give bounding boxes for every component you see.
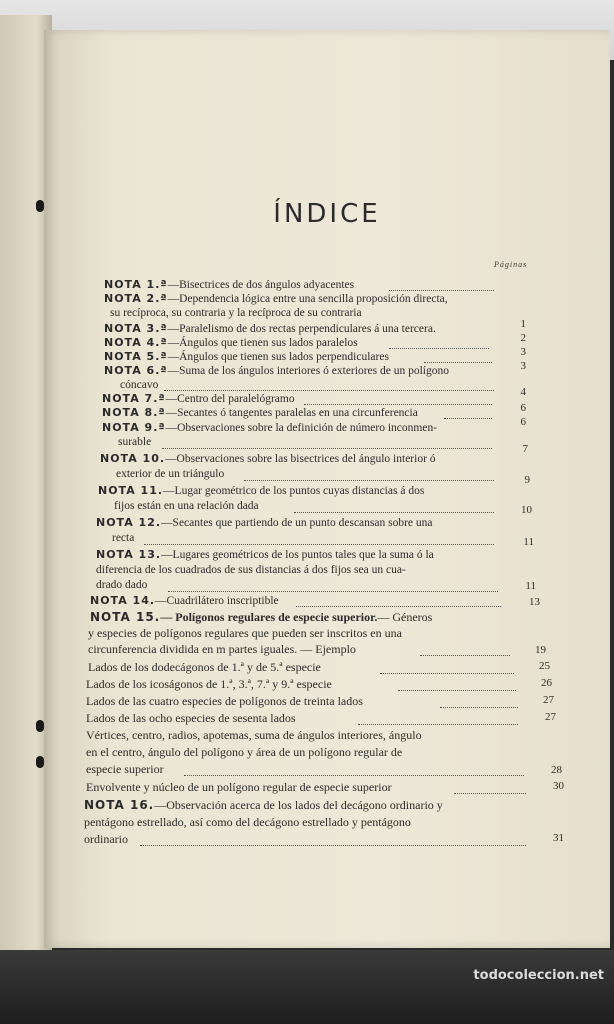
toc-entry: Lados de los icoságonos de 1.ª, 3.ª, 7.ª y 9.ª especie: [86, 677, 332, 691]
toc-page: 6: [520, 416, 526, 428]
toc-entry-cont: drado dado: [96, 579, 148, 591]
toc-page: 30: [553, 780, 564, 792]
toc-entry-cont: recta: [112, 532, 135, 544]
toc-entry: NOTA 7.ª—Centro del paralelógramo: [102, 392, 295, 405]
toc-page: 4: [520, 386, 526, 398]
toc-page: 6: [520, 402, 526, 414]
toc-page: 25: [539, 660, 550, 672]
toc-entry: NOTA 2.ª—Dependencia lógica entre una sencilla proposición directa,: [104, 292, 448, 305]
page-title: ÍNDICE: [273, 199, 381, 230]
toc-entry: NOTA 15.— Polígonos regulares de especie superior.— Géneros: [90, 610, 433, 624]
table-surface: [0, 950, 614, 1024]
toc-page: 31: [553, 832, 564, 844]
toc-entry-cont: especie superior: [86, 762, 164, 776]
toc-entry: NOTA 5.ª—Ángulos que tienen sus lados perpendiculares: [104, 350, 389, 363]
toc-entry: NOTA 10.—Observaciones sobre las bisectrices del ángulo interior ó: [100, 452, 436, 465]
toc-entry-cont: circunferencia dividida en m partes iguales. — Ejemplo: [88, 642, 356, 656]
toc-page: 3: [520, 360, 526, 372]
toc-entry: NOTA 14.—Cuadrilátero inscriptible: [90, 594, 279, 607]
toc-entry: Envolvente y núcleo de un polígono regular de especie superior: [86, 780, 392, 794]
binding-stitch: [36, 200, 44, 212]
toc-entry: NOTA 12.—Secantes que partiendo de un punto descansan sobre una: [96, 516, 433, 529]
toc-page: 9: [524, 474, 530, 486]
toc-page: 19: [535, 644, 546, 656]
toc-entry-cont: pentágono estrellado, así como del decágono estrellado y pentágono: [84, 815, 411, 829]
toc-entry: NOTA 11.—Lugar geométrico de los puntos cuyas distancias á dos: [98, 484, 425, 497]
toc-entry: Lados de los dodecágonos de 1.ª y de 5.ª especie: [88, 660, 321, 674]
toc-entry-cont: cóncavo: [120, 379, 159, 391]
toc-entry: Lados de las cuatro especies de polígonos de treinta lados: [86, 694, 363, 708]
table-of-contents: [44, 30, 610, 948]
toc-page: 3: [520, 346, 526, 358]
toc-entry: NOTA 13.—Lugares geométricos de los puntos tales que la suma ó la: [96, 548, 434, 561]
toc-entry-cont: fijos están en una relación dada: [114, 500, 259, 512]
toc-page: 28: [551, 764, 562, 776]
toc-page: 1: [520, 318, 526, 330]
toc-page: 7: [522, 443, 528, 455]
toc-entry: Vértices, centro, radios, apotemas, suma de ángulos interiores, ángulo: [86, 728, 422, 742]
toc-entry-cont: ordinario: [84, 832, 128, 846]
toc-entry: NOTA 1.ª—Bisectrices de dos ángulos adyacentes: [104, 278, 355, 291]
binding-stitch: [36, 756, 44, 768]
toc-page: 26: [541, 677, 552, 689]
binding-stitch: [36, 720, 44, 732]
toc-entry-cont: surable: [118, 436, 152, 448]
toc-page: 11: [525, 580, 536, 592]
pages-column-label: Páginas: [494, 260, 528, 269]
toc-page: 2: [520, 332, 526, 344]
toc-entry: NOTA 8.ª—Secantes ó tangentes paralelas en una circunferencia: [102, 406, 418, 419]
toc-page: 27: [545, 711, 556, 723]
toc-entry: NOTA 3.ª—Paralelismo de dos rectas perpendiculares á una tercera.: [104, 322, 436, 335]
toc-entry-cont: exterior de un triángulo: [116, 468, 225, 480]
toc-entry: Lados de las ocho especies de sesenta lados: [86, 711, 296, 725]
toc-page: 27: [543, 694, 554, 706]
watermark: todocoleccion.net: [473, 968, 604, 983]
toc-entry-cont: y especies de polígonos regulares que pueden ser inscritos en una: [88, 626, 402, 640]
toc-page: 11: [523, 536, 534, 548]
toc-entry-cont: su recíproca, su contraria y la recíproca de su contraria: [110, 307, 362, 319]
toc-entry: NOTA 9.ª—Observaciones sobre la definición de número inconmen-: [102, 421, 438, 434]
toc-entry-cont: diferencia de los cuadrados de sus distancias á dos fijos sea un cua-: [96, 564, 406, 576]
book-page: [44, 30, 610, 948]
toc-page: 13: [529, 596, 540, 608]
toc-entry-cont: en el centro, ángulo del polígono y área de un polígono regular de: [86, 745, 403, 759]
toc-entry: NOTA 6.ª—Suma de los ángulos interiores ó exteriores de un polígono: [104, 364, 449, 377]
toc-entry: NOTA 4.ª—Ángulos que tienen sus lados paralelos: [104, 336, 358, 349]
toc-page: 10: [521, 504, 532, 516]
toc-entry: NOTA 16.—Observación acerca de los lados del decágono ordinario y: [84, 798, 443, 812]
